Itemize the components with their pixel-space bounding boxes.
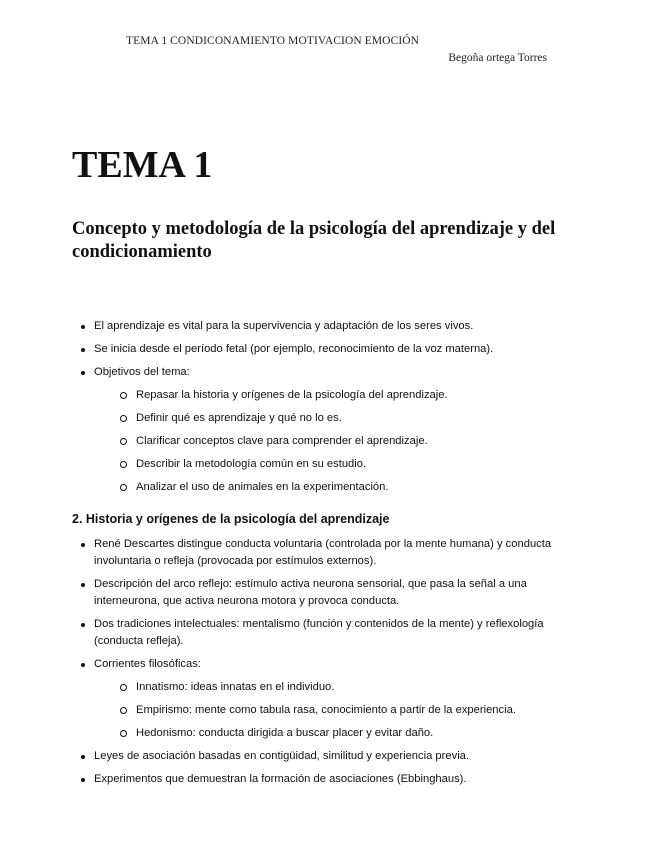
currents-list <box>94 679 592 742</box>
list-item <box>72 341 592 358</box>
list-item-text: Leyes de asociación basadas en contigüidad, similitud y experiencia previa. <box>94 750 470 762</box>
sub-list-item-text: Hedonismo: conducta dirigida a buscar placer y evitar daño. <box>136 727 434 739</box>
list-item-text: René Descartes distingue conducta voluntaria (controlada por la mente humana) y conducta involuntaria o refleja (provocada por estímulos externos). <box>94 538 552 567</box>
intro-list <box>72 318 592 496</box>
list-item-text: Experimentos que demuestran la formación de asociaciones (Ebbinghaus). <box>94 773 467 785</box>
sub-list-item <box>114 433 592 450</box>
running-header-author: Begoña ortega Torres <box>448 52 547 64</box>
list-item-text: Corrientes filosóficas: <box>94 658 201 670</box>
list-item <box>72 748 592 765</box>
list-item <box>72 576 592 610</box>
sub-list-item <box>114 679 592 696</box>
sub-list-item-text: Clarificar conceptos clave para comprender el aprendizaje. <box>136 435 428 447</box>
list-item <box>72 656 592 742</box>
list-item <box>72 616 592 650</box>
sub-list-item <box>114 479 592 496</box>
list-item-text: Descripción del arco reflejo: estímulo activa neurona sensorial, que pasa la señal a una interneurona, que activa neurona motora y provoca conducta. <box>94 578 527 607</box>
list-item-text: Objetivos del tema: <box>94 366 190 378</box>
sub-list-item-text: Repasar la historia y orígenes de la psicología del aprendizaje. <box>136 389 448 401</box>
document-body <box>72 318 592 794</box>
running-header-title: TEMA 1 CONDICONAMIENTO MOTIVACION EMOCIÓN <box>126 35 420 47</box>
page-title: TEMA 1 <box>72 144 213 186</box>
list-item <box>72 771 592 788</box>
history-list <box>72 536 592 788</box>
sub-list-item <box>114 725 592 742</box>
sub-list-item <box>114 410 592 427</box>
sub-list-item-text: Innatismo: ideas innatas en el individuo. <box>136 681 335 693</box>
objectives-list <box>94 387 592 496</box>
list-item-text: Dos tradiciones intelectuales: mentalismo (función y contenidos de la mente) y reflexología (conducta refleja). <box>94 618 544 647</box>
sub-list-item <box>114 387 592 404</box>
sub-list-item-text: Definir qué es aprendizaje y qué no lo es. <box>136 412 342 424</box>
sub-list-item <box>114 456 592 473</box>
page-subtitle: Concepto y metodología de la psicología del aprendizaje y del condicionamiento <box>72 219 556 262</box>
sub-list-item-text: Empirismo: mente como tabula rasa, conocimiento a partir de la experiencia. <box>136 704 516 716</box>
list-item <box>72 364 592 496</box>
section-heading: 2. Historia y orígenes de la psicología del aprendizaje <box>72 512 390 526</box>
sub-list-item <box>114 702 592 719</box>
list-item <box>72 318 592 335</box>
list-item <box>72 536 592 570</box>
list-item-text: El aprendizaje es vital para la supervivencia y adaptación de los seres vivos. <box>94 320 474 332</box>
list-item-text: Se inicia desde el período fetal (por ejemplo, reconocimiento de la voz materna). <box>94 343 494 355</box>
sub-list-item-text: Analizar el uso de animales en la experimentación. <box>136 481 389 493</box>
sub-list-item-text: Describir la metodología común en su estudio. <box>136 458 367 470</box>
